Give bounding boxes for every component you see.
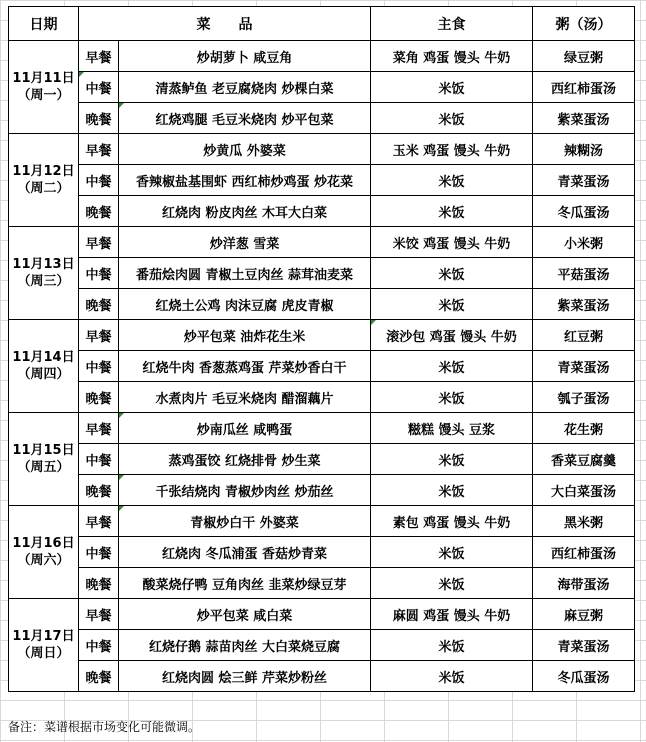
table-row — [9, 475, 635, 506]
dish-cell[interactable]: 炒胡萝卜 咸豆角 — [119, 41, 371, 72]
table-row — [9, 289, 635, 320]
dish-cell[interactable]: 炒平包菜 咸白菜 — [119, 599, 371, 630]
weekday-label: （周五） — [17, 460, 70, 475]
table-row — [9, 165, 635, 196]
weekday-label: （周日） — [17, 646, 70, 661]
meal-cell[interactable]: 早餐 — [79, 41, 119, 72]
table-row — [9, 537, 635, 568]
date-label: 11月12日 — [12, 164, 75, 179]
dish-cell[interactable]: 红烧肉圆 烩三鲜 芹菜炒粉丝 — [119, 661, 371, 692]
soup-cell[interactable]: 青菜蛋汤 — [533, 351, 635, 382]
table-row — [9, 351, 635, 382]
soup-cell[interactable]: 西红柿蛋汤 — [533, 537, 635, 568]
date-cell[interactable] — [9, 41, 79, 134]
date-cell[interactable] — [9, 506, 79, 599]
table-row — [9, 630, 635, 661]
dish-cell[interactable]: 红烧牛肉 香葱蒸鸡蛋 芹菜炒香白干 — [119, 351, 371, 382]
weekday-label: （周六） — [17, 553, 70, 568]
soup-cell[interactable]: 瓠子蛋汤 — [533, 382, 635, 413]
weekday-label: （周四） — [17, 367, 70, 382]
staple-cell[interactable]: 米饭 — [371, 351, 533, 382]
dish-cell[interactable]: 炒南瓜丝 咸鸭蛋 — [119, 413, 371, 444]
meal-cell[interactable]: 中餐 — [79, 444, 119, 475]
meal-cell[interactable]: 晚餐 — [79, 103, 119, 134]
dish-cell[interactable]: 炒洋葱 雪菜 — [119, 227, 371, 258]
table-row — [9, 258, 635, 289]
soup-cell[interactable]: 青菜蛋汤 — [533, 165, 635, 196]
meal-cell[interactable]: 早餐 — [79, 413, 119, 444]
staple-cell[interactable]: 米饭 — [371, 661, 533, 692]
staple-cell[interactable]: 菜角 鸡蛋 馒头 牛奶 — [371, 41, 533, 72]
meal-cell[interactable]: 晚餐 — [79, 568, 119, 599]
dish-cell[interactable]: 千张结烧肉 青椒炒肉丝 炒茄丝 — [119, 475, 371, 506]
staple-cell[interactable]: 米饭 — [371, 444, 533, 475]
staple-cell[interactable]: 米饭 — [371, 382, 533, 413]
date-label: 11月16日 — [12, 536, 75, 551]
menu-body — [9, 41, 635, 692]
date-cell[interactable] — [9, 134, 79, 227]
table-row — [9, 227, 635, 258]
soup-cell[interactable]: 绿豆粥 — [533, 41, 635, 72]
meal-cell[interactable]: 早餐 — [79, 134, 119, 165]
table-row — [9, 413, 635, 444]
meal-cell[interactable]: 早餐 — [79, 227, 119, 258]
dish-cell[interactable]: 炒平包菜 油炸花生米 — [119, 320, 371, 351]
staple-cell[interactable]: 米饭 — [371, 568, 533, 599]
dish-cell[interactable]: 红烧土公鸡 肉沫豆腐 虎皮青椒 — [119, 289, 371, 320]
staple-cell[interactable]: 麻圆 鸡蛋 馒头 牛奶 — [371, 599, 533, 630]
dish-cell[interactable]: 红烧仔鹅 蒜苗肉丝 大白菜烧豆腐 — [119, 630, 371, 661]
date-cell[interactable] — [9, 227, 79, 320]
staple-cell[interactable]: 滚沙包 鸡蛋 馒头 牛奶 — [371, 320, 533, 351]
header-soup[interactable]: 粥（汤） — [533, 7, 635, 41]
date-cell[interactable] — [9, 320, 79, 413]
soup-cell[interactable]: 平菇蛋汤 — [533, 258, 635, 289]
soup-cell[interactable]: 麻豆粥 — [533, 599, 635, 630]
staple-cell[interactable]: 糍糕 馒头 豆浆 — [371, 413, 533, 444]
meal-cell[interactable]: 晚餐 — [79, 475, 119, 506]
meal-cell[interactable]: 中餐 — [79, 351, 119, 382]
soup-cell[interactable]: 紫菜蛋汤 — [533, 103, 635, 134]
weekly-menu-table — [8, 6, 635, 692]
date-label: 11月13日 — [12, 257, 75, 272]
table-row — [9, 103, 635, 134]
table-row — [9, 568, 635, 599]
meal-cell[interactable]: 晚餐 — [79, 289, 119, 320]
soup-cell[interactable]: 冬瓜蛋汤 — [533, 661, 635, 692]
date-label: 11月11日 — [12, 71, 75, 86]
soup-cell[interactable]: 花生粥 — [533, 413, 635, 444]
meal-cell[interactable]: 中餐 — [79, 630, 119, 661]
meal-cell[interactable]: 晚餐 — [79, 382, 119, 413]
staple-cell[interactable]: 米饭 — [371, 630, 533, 661]
staple-cell[interactable]: 米饭 — [371, 258, 533, 289]
staple-cell[interactable]: 米饭 — [371, 165, 533, 196]
soup-cell[interactable]: 紫菜蛋汤 — [533, 289, 635, 320]
meal-cell[interactable]: 中餐 — [79, 165, 119, 196]
meal-cell[interactable]: 早餐 — [79, 320, 119, 351]
header-row — [9, 7, 635, 41]
meal-cell[interactable]: 中餐 — [79, 258, 119, 289]
date-cell[interactable] — [9, 599, 79, 692]
date-label: 11月14日 — [12, 350, 75, 365]
staple-cell[interactable]: 米饺 鸡蛋 馒头 牛奶 — [371, 227, 533, 258]
table-row — [9, 382, 635, 413]
soup-cell[interactable]: 青菜蛋汤 — [533, 630, 635, 661]
meal-cell[interactable]: 晚餐 — [79, 196, 119, 227]
soup-cell[interactable]: 黑米粥 — [533, 506, 635, 537]
dish-cell[interactable]: 番茄烩肉圆 青椒土豆肉丝 蒜茸油麦菜 — [119, 258, 371, 289]
date-cell[interactable] — [9, 413, 79, 506]
soup-cell[interactable]: 小米粥 — [533, 227, 635, 258]
weekday-label: （周一） — [17, 88, 70, 103]
date-label: 11月17日 — [12, 629, 75, 644]
table-row — [9, 134, 635, 165]
dish-cell[interactable]: 水煮肉片 毛豆米烧肉 醋溜藕片 — [119, 382, 371, 413]
table-row — [9, 72, 635, 103]
soup-cell[interactable]: 海带蛋汤 — [533, 568, 635, 599]
table-row — [9, 444, 635, 475]
soup-cell[interactable]: 冬瓜蛋汤 — [533, 196, 635, 227]
dish-cell[interactable]: 清蒸鲈鱼 老豆腐烧肉 炒棵白菜 — [119, 72, 371, 103]
dish-cell[interactable]: 香辣椒盐基围虾 西红柿炒鸡蛋 炒花菜 — [119, 165, 371, 196]
dish-cell[interactable]: 红烧肉 冬瓜浦蛋 香菇炒青菜 — [119, 537, 371, 568]
header-dish[interactable]: 菜 品 — [79, 7, 371, 41]
staple-cell[interactable]: 米饭 — [371, 537, 533, 568]
meal-cell[interactable]: 中餐 — [79, 72, 119, 103]
meal-cell[interactable]: 中餐 — [79, 537, 119, 568]
soup-cell[interactable]: 香菜豆腐羹 — [533, 444, 635, 475]
staple-cell[interactable]: 玉米 鸡蛋 馒头 牛奶 — [371, 134, 533, 165]
dish-cell[interactable]: 红烧肉 粉皮肉丝 木耳大白菜 — [119, 196, 371, 227]
staple-cell[interactable]: 素包 鸡蛋 馒头 牛奶 — [371, 506, 533, 537]
weekday-label: （周二） — [17, 181, 70, 196]
staple-cell[interactable]: 米饭 — [371, 475, 533, 506]
footnote[interactable]: 备注：菜谱根据市场变化可能微调。 — [8, 720, 201, 734]
meal-cell[interactable]: 早餐 — [79, 506, 119, 537]
meal-cell[interactable]: 晚餐 — [79, 661, 119, 692]
weekday-label: （周三） — [17, 274, 70, 289]
soup-cell[interactable]: 红豆粥 — [533, 320, 635, 351]
table-row — [9, 320, 635, 351]
dish-cell[interactable]: 炒黄瓜 外婆菜 — [119, 134, 371, 165]
meal-cell[interactable]: 早餐 — [79, 599, 119, 630]
table-row — [9, 196, 635, 227]
dish-cell[interactable]: 酸菜烧仔鸭 豆角肉丝 韭菜炒绿豆芽 — [119, 568, 371, 599]
dish-cell[interactable]: 蒸鸡蛋饺 红烧排骨 炒生菜 — [119, 444, 371, 475]
table-row — [9, 599, 635, 630]
table-row — [9, 41, 635, 72]
soup-cell[interactable]: 大白菜蛋汤 — [533, 475, 635, 506]
table-row — [9, 661, 635, 692]
soup-cell[interactable]: 辣糊汤 — [533, 134, 635, 165]
staple-cell[interactable]: 米饭 — [371, 289, 533, 320]
dish-cell[interactable]: 青椒炒白干 外婆菜 — [119, 506, 371, 537]
table-row — [9, 506, 635, 537]
staple-cell[interactable]: 米饭 — [371, 72, 533, 103]
date-label: 11月15日 — [12, 443, 75, 458]
dish-cell[interactable]: 红烧鸡腿 毛豆米烧肉 炒平包菜 — [119, 103, 371, 134]
staple-cell[interactable]: 米饭 — [371, 196, 533, 227]
soup-cell[interactable]: 西红柿蛋汤 — [533, 72, 635, 103]
header-staple[interactable]: 主食 — [371, 7, 533, 41]
staple-cell[interactable]: 米饭 — [371, 103, 533, 134]
header-date[interactable]: 日期 — [9, 7, 79, 41]
